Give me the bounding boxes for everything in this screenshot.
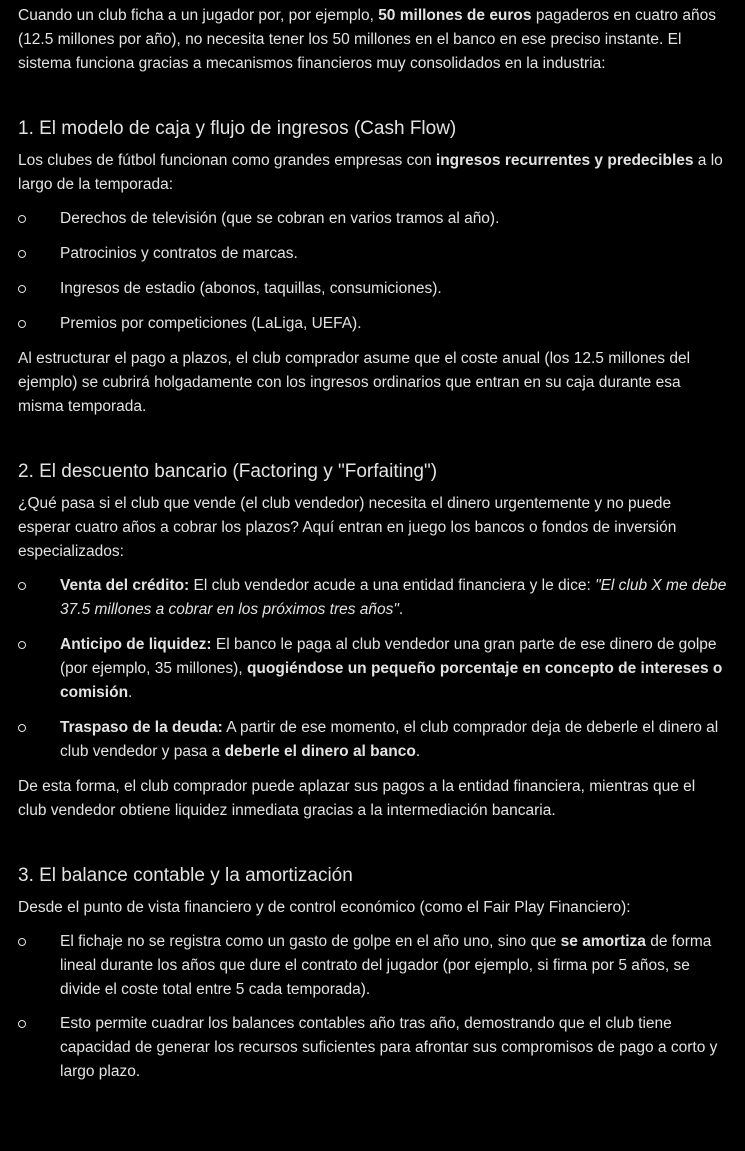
circle-bullet-icon xyxy=(18,641,26,649)
intro-bold-amount: 50 millones de euros xyxy=(378,7,532,24)
list-item-text-end: . xyxy=(128,684,133,701)
intro-text-rest: pagaderos en cuatro años (12.5 millones por año), no necesita tener los 50 millones en el banco en ese preciso instante. El sistema funciona gracias a mecanismos financieros muy consolidados en la industria: xyxy=(18,7,716,72)
circle-bullet-icon xyxy=(18,938,26,946)
list-item-text: El banco le paga al club vendedor una gran parte de ese dinero de golpe (por ejemplo, 35 millones), xyxy=(60,636,717,677)
section-2-list xyxy=(18,574,727,764)
list-item-bold-text: deberle el dinero al banco xyxy=(224,743,416,760)
section-3-description: Desde el punto de vista financiero y de control económico (como el Fair Play Financiero): xyxy=(18,899,631,916)
section-1-heading: 1. El modelo de caja y flujo de ingresos (Cash Flow) xyxy=(18,118,457,139)
list-item-bold-label: Traspaso de la deuda: xyxy=(60,719,223,736)
list-item-text: Derechos de televisión (que se cobran en varios tramos al año). xyxy=(60,210,500,227)
list-item-text: Esto permite cuadrar los balances contables año tras año, demostrando que el club tiene capacidad de generar los recursos suficientes para afrontar sus compromisos de pago a corto y largo plazo. xyxy=(60,1015,718,1080)
list-item-bold-text: se amortiza xyxy=(560,933,646,950)
list-item-quote: "El club X me debe 37.5 millones a cobrar en los próximos tres años" xyxy=(60,577,727,618)
list-item xyxy=(18,312,727,336)
list-item-text: El fichaje no se registra como un gasto de golpe en el año uno, sino que xyxy=(60,933,561,950)
circle-bullet-icon xyxy=(18,285,26,293)
section-3-list xyxy=(18,930,727,1084)
circle-bullet-icon xyxy=(18,215,26,223)
section-1-description xyxy=(18,149,727,197)
section-3-heading: 3. El balance contable y la amortización xyxy=(18,865,353,886)
list-item-text: Ingresos de estadio (abonos, taquillas, consumiciones). xyxy=(60,280,442,297)
list-item xyxy=(18,716,727,764)
list-item-text: Premios por competiciones (LaLiga, UEFA). xyxy=(60,315,362,332)
list-item xyxy=(18,574,727,622)
list-item-text: A partir de ese momento, el club comprador deja de deberle el dinero al club vendedor y pasa a xyxy=(60,719,719,760)
list-item xyxy=(18,633,727,705)
list-item-bold-text: quogiéndose un pequeño porcentaje en concepto de intereses o comisión xyxy=(60,660,723,701)
circle-bullet-icon xyxy=(18,1020,26,1028)
circle-bullet-icon xyxy=(18,582,26,590)
list-item-text-end: de forma lineal durante los años que dure el contrato del jugador (por ejemplo, si firma por 5 años, se divide el coste total entre 5 cada temporada). xyxy=(60,933,712,998)
circle-bullet-icon xyxy=(18,250,26,258)
list-item-bold-label: Venta del crédito: xyxy=(60,577,190,594)
list-item xyxy=(18,207,727,231)
circle-bullet-icon xyxy=(18,724,26,732)
intro-text: Cuando un club ficha a un jugador por, por ejemplo, xyxy=(18,7,379,24)
intro-paragraph xyxy=(18,4,727,76)
list-item xyxy=(18,1012,727,1084)
list-item-text: El club vendedor acude a una entidad financiera y le dice: xyxy=(189,577,596,594)
list-item-text: Patrocinios y contratos de marcas. xyxy=(60,245,298,262)
list-item xyxy=(18,277,727,301)
section-1-closing: Al estructurar el pago a plazos, el club comprador asume que el coste anual (los 12.5 millones del ejemplo) se cubrirá holgadamente con los ingresos ordinarios que entran en su caja durante esa misma temporada. xyxy=(18,350,691,415)
section-2-description: ¿Qué pasa si el club que vende (el club vendedor) necesita el dinero urgentemente y no puede esperar cuatro años a cobrar los plazos? Aquí entran en juego los bancos o fondos de inversión especializados: xyxy=(18,495,677,560)
circle-bullet-icon xyxy=(18,320,26,328)
section-1-list xyxy=(18,207,727,336)
list-item xyxy=(18,242,727,266)
list-item xyxy=(18,930,727,1002)
list-item-text-end: . xyxy=(415,743,421,760)
section-1-desc-text-end: a lo largo de la temporada: xyxy=(18,152,723,193)
section-2-closing: De esta forma, el club comprador puede aplazar sus pagos a la entidad financiera, mientras que el club vendedor obtiene liquidez inmediata gracias a la intermediación bancaria. xyxy=(18,778,696,819)
list-item-text-end: . xyxy=(398,601,404,618)
list-item-bold-label: Anticipo de liquidez: xyxy=(60,636,212,653)
section-2-heading: 2. El descuento bancario (Factoring y "Forfaiting") xyxy=(18,461,438,482)
section-1-desc-text: Los clubes de fútbol funcionan como grandes empresas con xyxy=(18,152,436,169)
section-1-desc-bold: ingresos recurrentes y predecibles xyxy=(435,152,694,169)
